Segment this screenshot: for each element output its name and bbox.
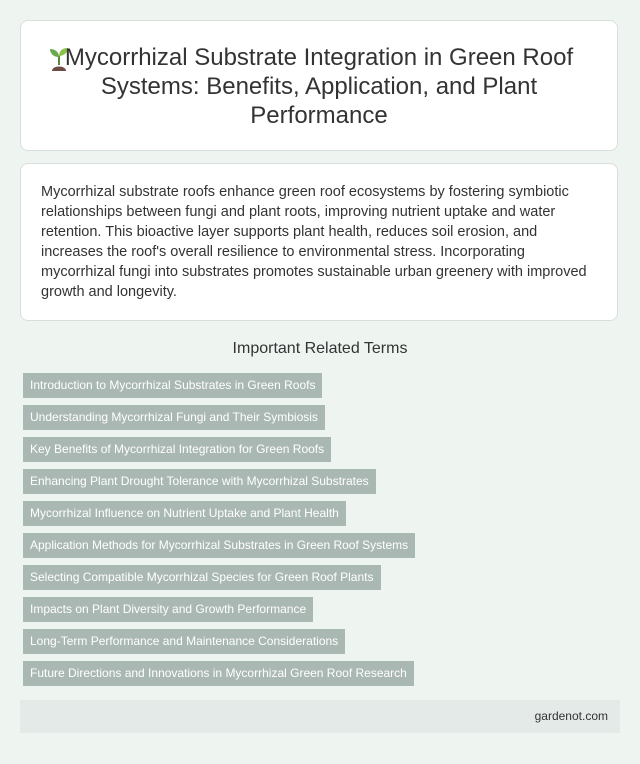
related-term-tag[interactable]: Long-Term Performance and Maintenance Considerations (23, 629, 345, 654)
page-title: Mycorrhizal Substrate Integration in Green Roof Systems: Benefits, Application, and Plant Performance (64, 44, 574, 129)
summary-card (20, 163, 618, 321)
related-term-tag[interactable]: Enhancing Plant Drought Tolerance with Mycorrhizal Substrates (23, 469, 376, 494)
related-term-tag[interactable]: Introduction to Mycorrhizal Substrates in Green Roofs (23, 373, 322, 398)
related-term-tag[interactable]: Understanding Mycorrhizal Fungi and Their Symbiosis (23, 405, 325, 430)
footer-site-link[interactable]: gardenot.com (534, 709, 608, 723)
related-terms-list (23, 373, 415, 693)
related-term-tag[interactable]: Key Benefits of Mycorrhizal Integration for Green Roofs (23, 437, 331, 462)
footer (20, 700, 620, 733)
title-card (20, 20, 618, 151)
related-term-tag[interactable]: Impacts on Plant Diversity and Growth Performance (23, 597, 313, 622)
related-term-tag[interactable]: Selecting Compatible Mycorrhizal Species for Green Roof Plants (23, 565, 381, 590)
related-term-tag[interactable]: Application Methods for Mycorrhizal Substrates in Green Roof Systems (23, 533, 415, 558)
summary-text: Mycorrhizal substrate roofs enhance green roof ecosystems by fostering symbiotic relationships between fungi and plant roots, improving nutrient uptake and water retention. This bioactive layer supports plant health, reduces soil erosion, and increases the roof's overall resilience to environmental stress. Incorporating mycorrhizal fungi into substrates promotes sustainable urban greenery with improved growth and longevity. (41, 184, 587, 300)
related-term-tag[interactable]: Future Directions and Innovations in Mycorrhizal Green Roof Research (23, 661, 414, 686)
related-term-tag[interactable]: Mycorrhizal Influence on Nutrient Uptake and Plant Health (23, 501, 346, 526)
related-terms-heading: Important Related Terms (232, 340, 408, 357)
